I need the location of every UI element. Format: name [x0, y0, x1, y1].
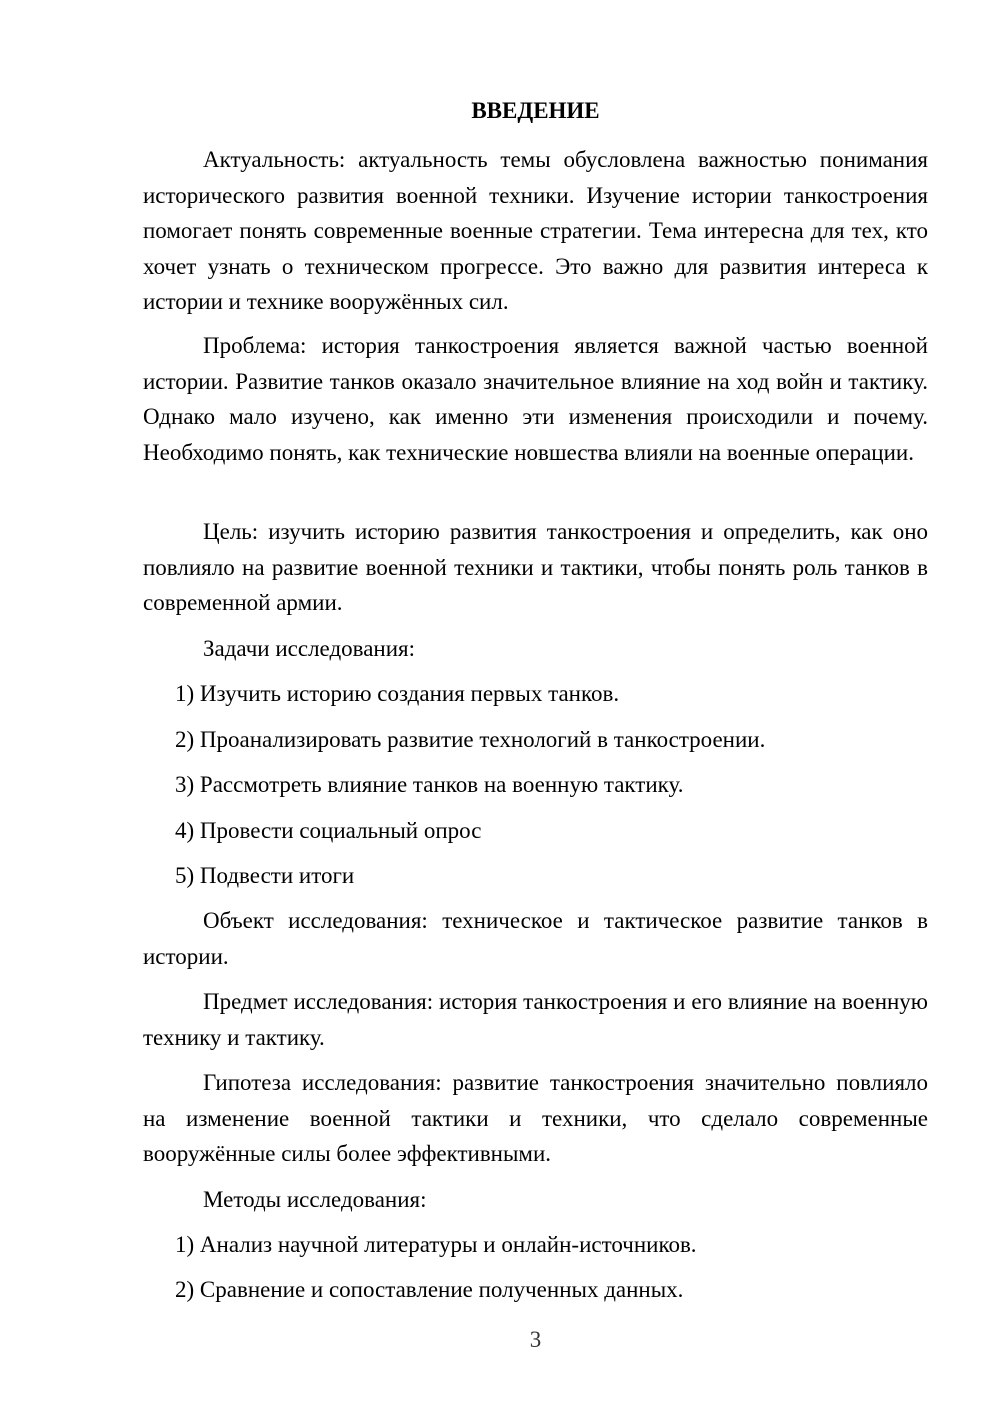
object-paragraph: Объект исследования: техническое и тактическое развитие танков в истории.: [143, 908, 928, 969]
tasks-heading: Задачи исследования:: [203, 636, 416, 661]
document-page: [143, 0, 928, 1414]
subject-paragraph: Предмет исследования: история танкостроения и его влияние на военную технику и тактику.: [143, 989, 928, 1050]
method-item: 1) Анализ научной литературы и онлайн-источников.: [175, 1232, 697, 1257]
methods-heading: Методы исследования:: [203, 1187, 427, 1212]
method-item: 2) Сравнение и сопоставление полученных данных.: [175, 1277, 684, 1302]
problem-paragraph: Проблема: история танкостроения является важной частью военной истории. Развитие танков оказало значительное влияние на ход войн и тактику. Однако мало изучено, как именно эти изменения происходили и почему. Необходимо понять, как технические новшества влияли на военные операции.: [143, 333, 928, 465]
section-title: ВВЕДЕНИЕ: [471, 98, 600, 123]
task-item: 1) Изучить историю создания первых танков.: [175, 681, 620, 706]
task-item: 3) Рассмотреть влияние танков на военную тактику.: [175, 772, 684, 797]
task-item: 2) Проанализировать развитие технологий в танкостроении.: [175, 727, 766, 752]
relevance-paragraph: Актуальность: актуальность темы обусловлена важностью понимания исторического развития военной техники. Изучение истории танкостроения помогает понять современные военные стратегии. Тема интересна для тех, кто хочет узнать о техническом прогрессе. Это важно для развития интереса к истории и технике вооружённых сил.: [143, 147, 928, 314]
task-item: 5) Подвести итоги: [175, 863, 355, 888]
task-item: 4) Провести социальный опрос: [175, 818, 482, 843]
page-number: 3: [529, 1327, 542, 1352]
goal-paragraph: Цель: изучить историю развития танкостроения и определить, как оно повлияло на развитие военной техники и тактики, чтобы понять роль танков в современной армии.: [143, 519, 928, 615]
hypothesis-paragraph: Гипотеза исследования: развитие танкостроения значительно повлияло на изменение военной тактики и техники, что сделало современные вооружённые силы более эффективными.: [143, 1070, 928, 1166]
